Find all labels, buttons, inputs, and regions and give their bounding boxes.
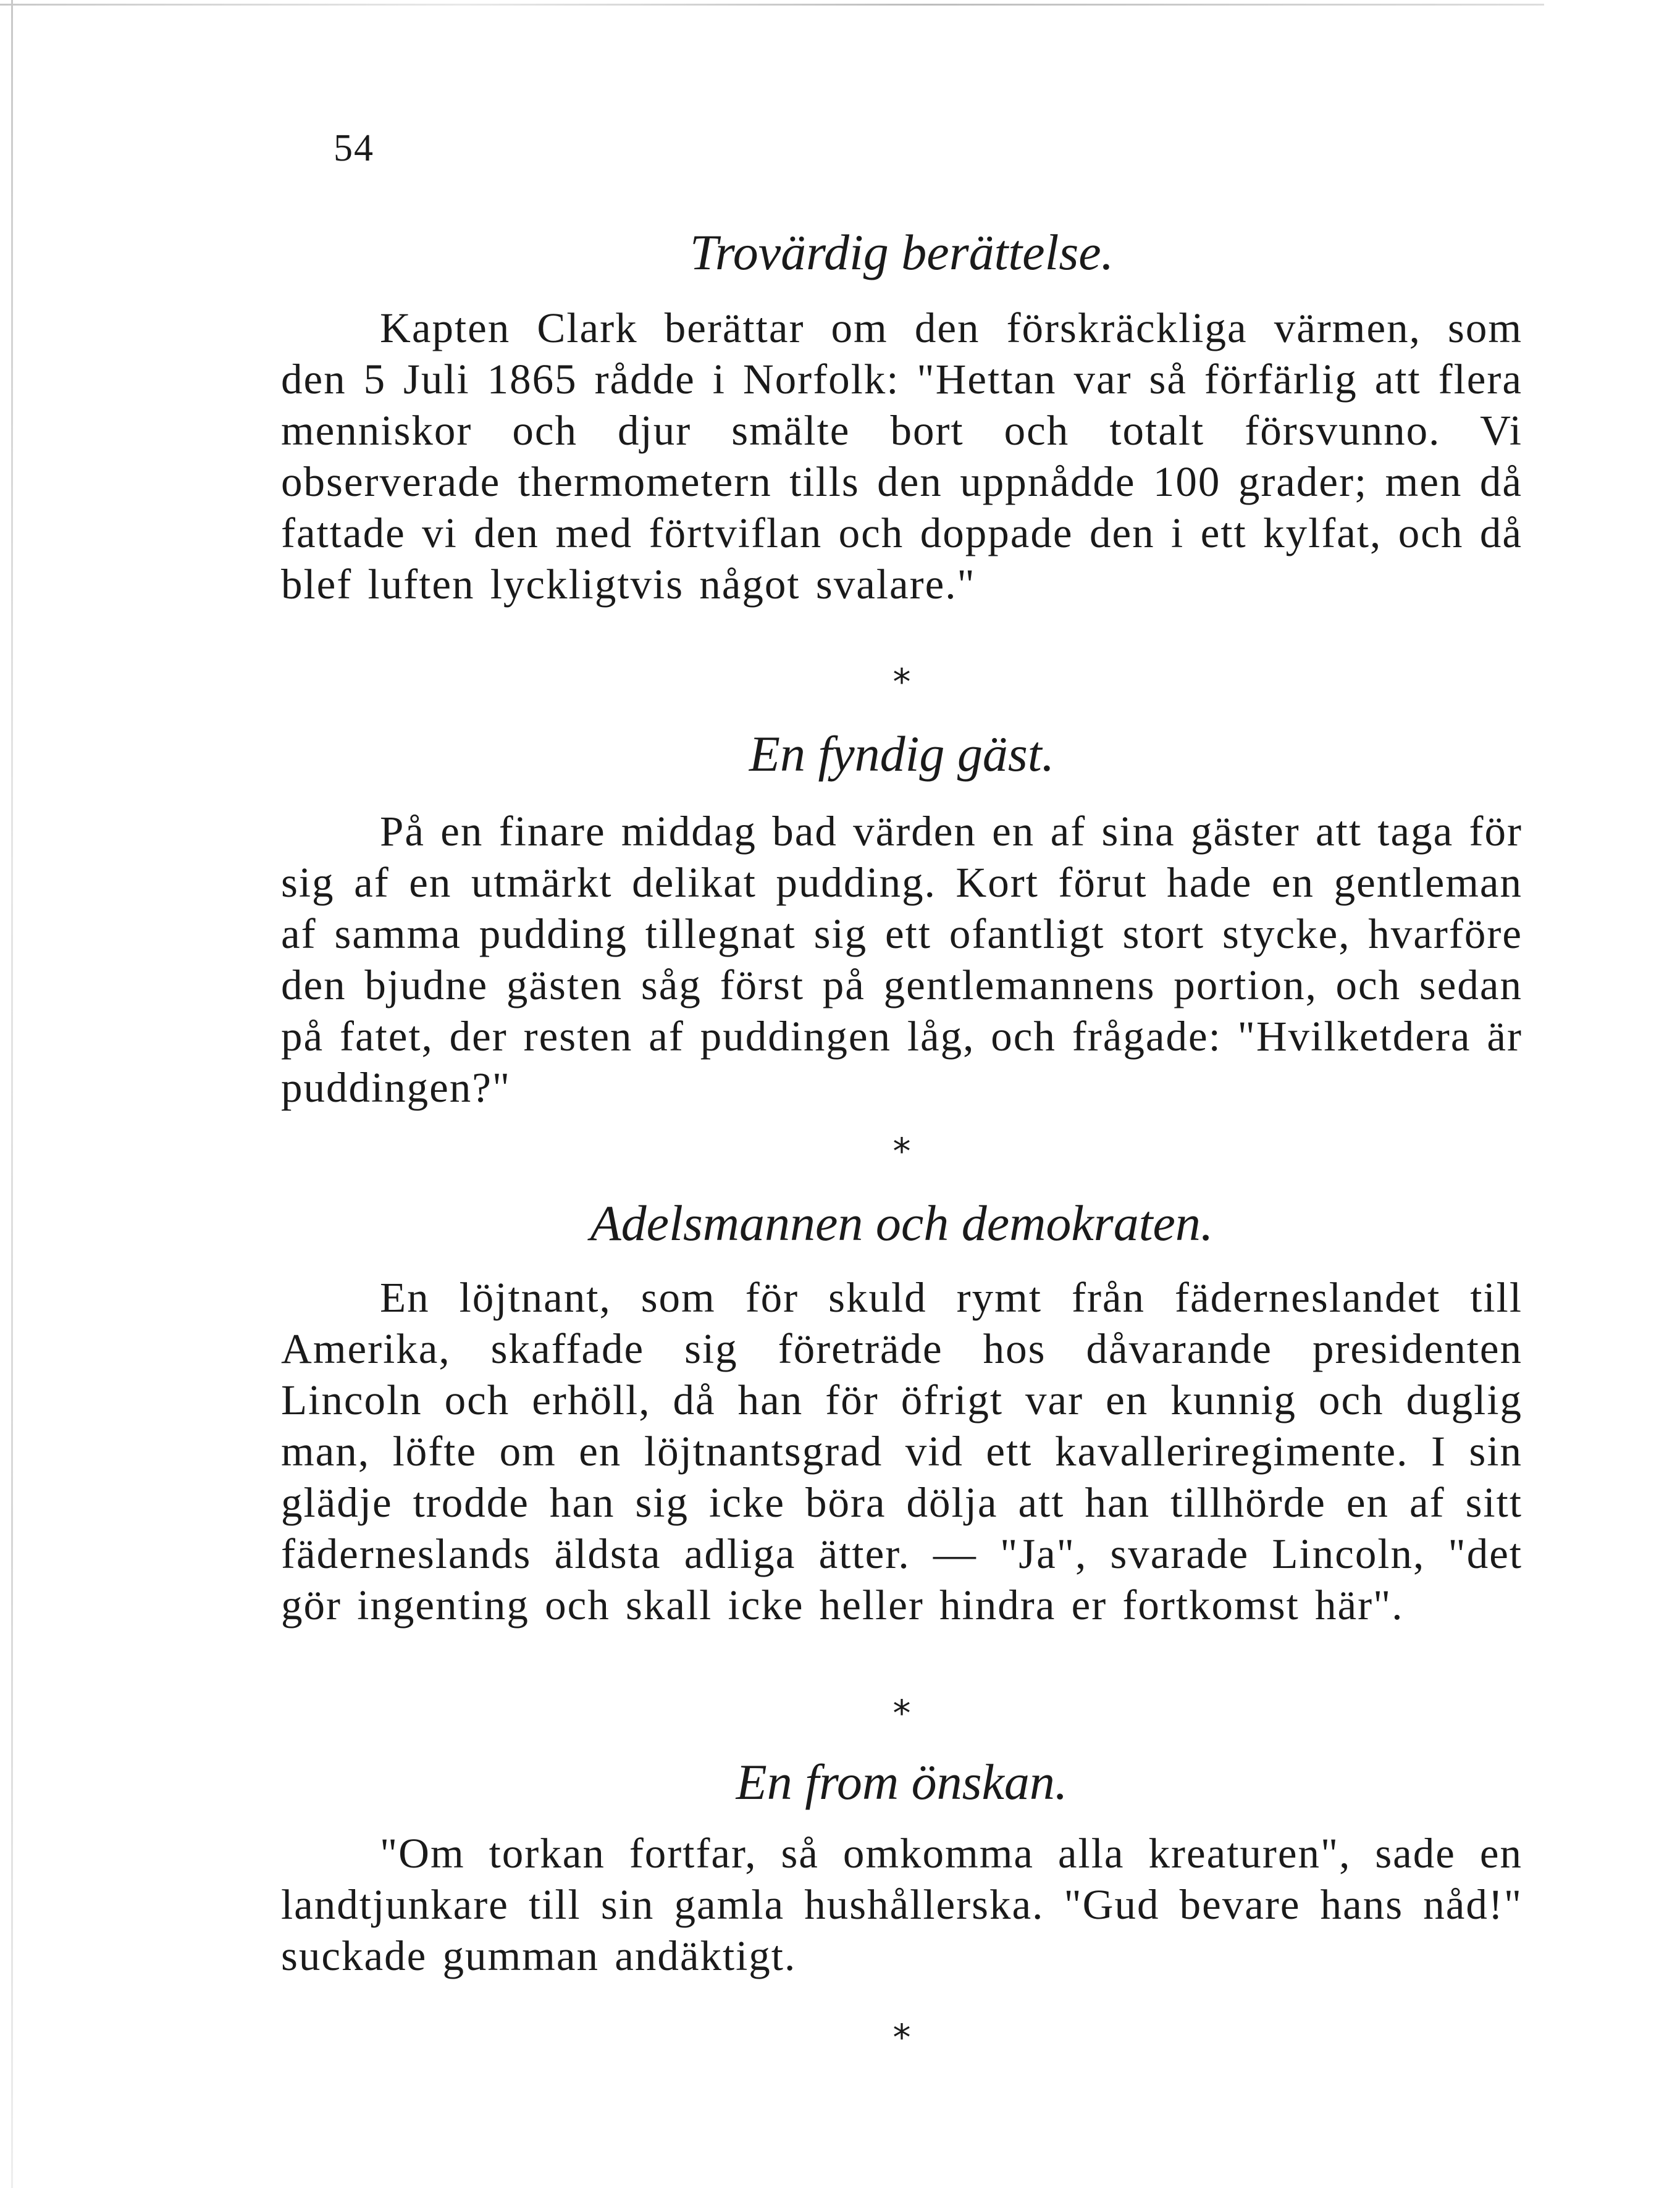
page-number: 54 — [334, 127, 374, 169]
separator-asterisk: * — [892, 1130, 911, 1172]
paragraph: Kapten Clark berättar om den förskräckliga värmen, som den 5 Juli 1865 rådde i Norfolk: "Hettan var så förfärlig att flera menniskor och djur smälte bort och totalt försvunno. Vi observerade thermometern tills den uppnådde 100 grader; men då fattade vi den med förtviflan och doppade den i ett kylfat, och då blef luften lyckligtvis något svalare." — [281, 304, 1522, 608]
section-title: En from önskan. — [736, 1754, 1068, 1810]
separator-asterisk: * — [892, 1692, 911, 1734]
scan-edge-top — [0, 4, 1544, 6]
paragraph: På en finare middag bad värden en af sina gäster att taga för sig af en utmärkt delikat pudding. Kort förut hade en gentleman af samma pudding tillegnat sig ett ofantligt stort stycke, hvarföre den bjudne gästen såg först på gentlemannens portion, och sedan på fatet, der resten af puddingen låg, och frågade: "Hvilketdera är puddingen?" — [281, 808, 1522, 1111]
section-body — [281, 806, 1522, 1113]
scan-edge-left — [11, 0, 13, 2188]
section-title: En fyndig gäst. — [749, 726, 1055, 782]
paragraph: "Om torkan fortfar, så omkomma alla kreaturen", sade en landtjunkare till sin gamla hushållerska. "Gud bevare hans nåd!" suckade gumman andäktigt. — [281, 1830, 1522, 1979]
section-body — [281, 303, 1522, 610]
separator-asterisk: * — [892, 661, 911, 703]
section-title: Adelsmannen och demokraten. — [590, 1195, 1214, 1251]
section-title: Trovärdig berättelse. — [689, 224, 1114, 280]
section-body — [281, 1828, 1522, 1982]
section-body — [281, 1272, 1522, 1631]
paragraph: En löjtnant, som för skuld rymt från fäderneslandet till Amerika, skaffade sig företräde hos dåvarande presidenten Lincoln och erhöll, då han för öfrigt var en kunnig och duglig man, löfte om en löjtnantsgrad vid ett kavalleriregimente. I sin glädje trodde han sig icke böra dölja att han tillhörde en af sitt fäderneslands äldsta adliga ätter. — "Ja", svarade Lincoln, "det gör ingenting och skall icke heller hindra er fortkomst här". — [281, 1274, 1522, 1628]
separator-asterisk: * — [892, 2016, 911, 2058]
